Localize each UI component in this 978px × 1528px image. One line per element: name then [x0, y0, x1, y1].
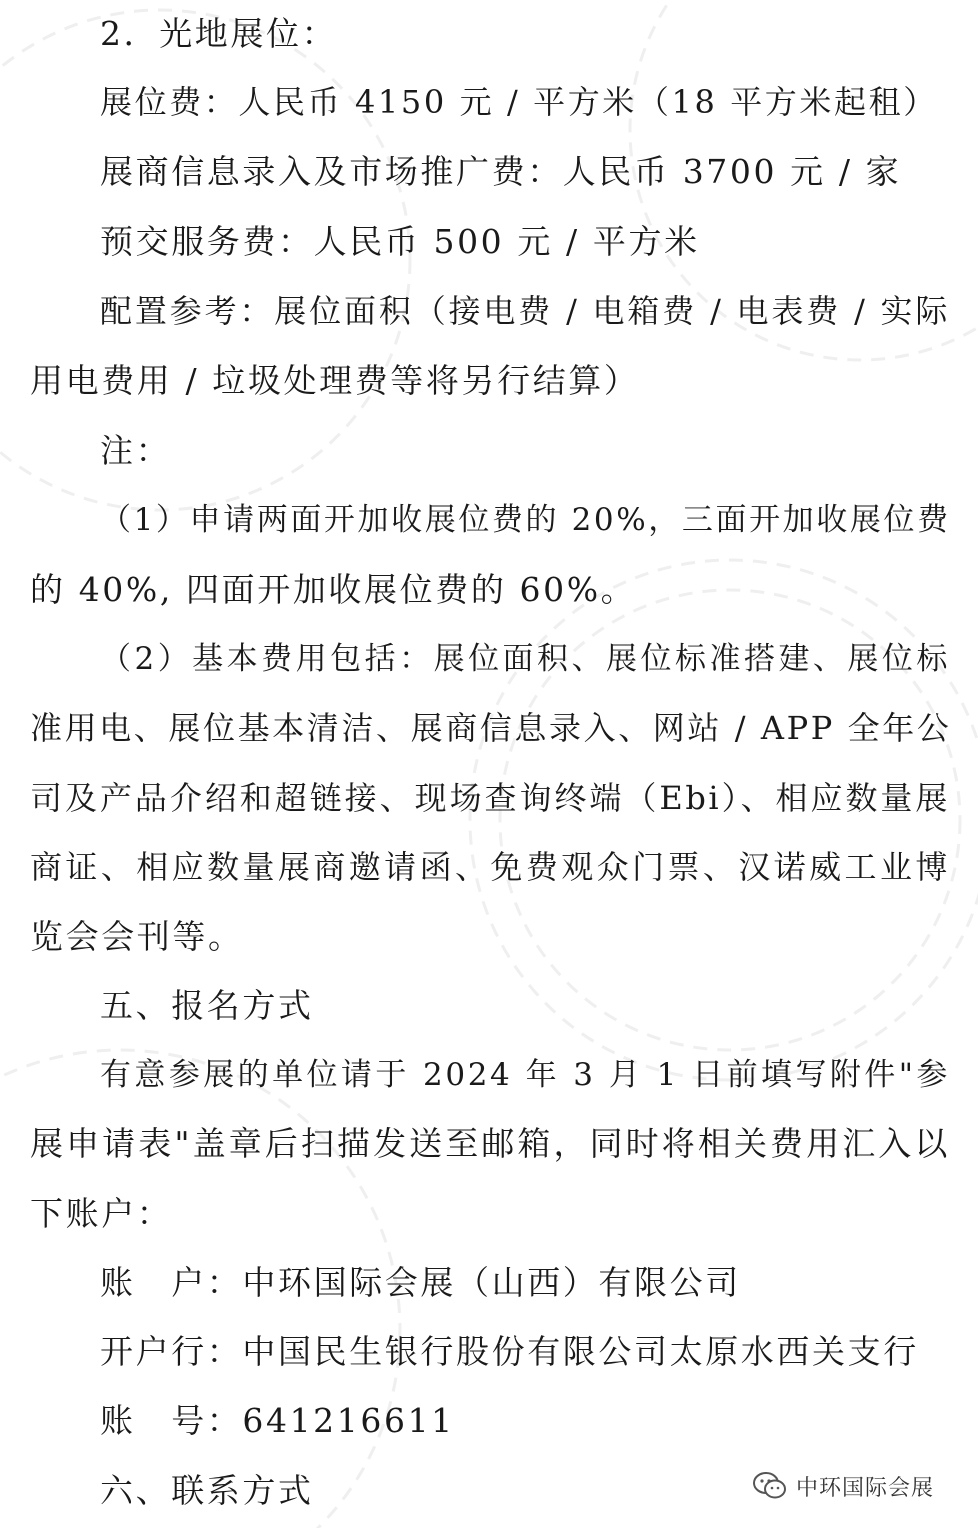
section-heading: 六、联系方式	[100, 1471, 314, 1510]
paragraph-line: 用电费用 / 垃圾处理费等将另行结算）	[30, 361, 640, 400]
paragraph-line: 展商信息录入及市场推广费：人民币 3700 元 / 家	[100, 152, 902, 191]
source-label: 中环国际会展	[796, 1475, 935, 1501]
paragraph-line: 展位费：人民币 4150 元 / 平方米（18 平方米起租）	[100, 83, 938, 121]
account-name-line: 账 户：中环国际会展（山西）有限公司	[100, 1263, 741, 1302]
paragraph-line: （1）申请两面开加收展位费的 20%，三面开加收展位费	[100, 502, 951, 538]
bank-line: 开户行：中国民生银行股份有限公司太原水西关支行	[100, 1332, 919, 1371]
paragraph-line: 览会会刊等。	[30, 917, 244, 956]
paragraph-line: 的 40%, 四面开加收展位费的 60%。	[30, 570, 637, 609]
paragraph-line: 展申请表"盖章后扫描发送至邮箱，同时将相关费用汇入以	[30, 1124, 950, 1163]
paragraph-line: 下账户：	[30, 1194, 173, 1233]
paragraph-line: 注：	[100, 431, 172, 470]
paragraph-line: 有意参展的单位请于 2024 年 3 月 1 日前填写附件"参	[100, 1057, 950, 1093]
paragraph-line: 司及产品介绍和超链接、现场查询终端（Ebi）、相应数量展	[30, 779, 950, 817]
account-number-line: 账 号：641216611	[100, 1401, 455, 1440]
paragraph-line: 商证、相应数量展商邀请函、免费观众门票、汉诺威工业博	[30, 848, 950, 886]
paragraph-line: （2）基本费用包括：展位面积、展位标准搭建、展位标	[100, 641, 950, 677]
paragraph-line: 配置参考：展位面积（接电费 / 电箱费 / 电表费 / 实际	[100, 292, 950, 330]
paragraph-line: 准用电、展位基本清洁、展商信息录入、网站 / APP 全年公	[30, 709, 952, 747]
paragraph-line: 2．光地展位：	[100, 14, 338, 53]
wechat-source-mark	[752, 1466, 934, 1506]
paragraph-line: 预交服务费：人民币 500 元 / 平方米	[100, 222, 700, 261]
section-heading: 五、报名方式	[100, 986, 314, 1025]
wechat-icon	[752, 1471, 788, 1501]
